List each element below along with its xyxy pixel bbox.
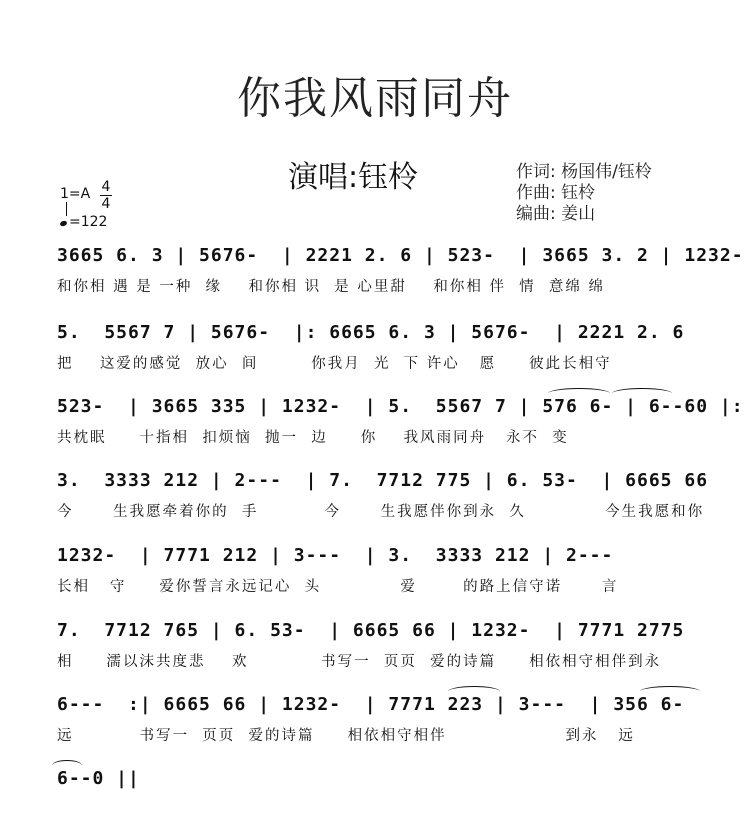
notation-line: 6--- :| 6665 66 | 1232- | 7771 223 | 3--- | 356 6- [57,694,685,715]
quarter-note-icon [59,220,67,227]
lyric-line: 远 书写一 页页 爱的诗篇 相依相守相伴 到永 远 [57,728,635,744]
key-label: 1=A [60,186,91,202]
notation-line: 6--0 || [57,768,140,789]
tie-arc [448,686,500,697]
tempo-marking [60,214,107,230]
tempo-value: =122 [69,214,108,230]
lyric-line: 长相 守 爱你誓言永远记心 头 爱 的路上信守诺 言 [57,579,619,595]
score-system-4 [0,470,750,540]
notation-line: 5. 5567 7 | 5676- |: 6665 6. 3 | 5676- | 2221 2. 6 [57,322,685,343]
credits-block [516,162,652,225]
tie-arc [52,760,82,771]
lyric-line: 和你相 遇 是 一种 缘 和你相 识 是 心里甜 和你相 伴 情 意绵 绵 [57,279,606,295]
score-system-5 [0,545,750,615]
score-system-1 [0,245,750,315]
notation-line: 3. 3333 212 | 2--- | 7. 7712 775 | 6. 53- | 6665 66 [57,470,709,491]
lyric-line: 共枕眠 十指相 扣烦恼 抛一 边 你 我风雨同舟 永不 变 [57,430,569,446]
notation-line: 3665 6. 3 | 5676- | 2221 2. 6 | 523- | 3665 3. 2 | 1232- [57,245,744,266]
score-system-6 [0,620,750,690]
arranger-credit: 编曲: 姜山 [516,204,596,224]
time-signature-top: 4 [101,179,111,195]
score-system-3 [0,396,750,466]
singer-label: 演唱:钰柃 [288,160,419,195]
composer-credit: 作曲: 钰柃 [516,183,596,203]
lyric-line: 相 濡以沫共度悲 欢 书写一 页页 爱的诗篇 相依相守相伴到永 [57,654,662,670]
notation-line: 1232- | 7771 212 | 3--- | 3. 3333 212 | 2--- [57,545,614,566]
score-system-7 [0,694,750,764]
lyric-line: 今 生我愿牵着你的 手 今 生我愿伴你到永 久 今生我愿和你 [57,504,705,520]
tie-arc [640,686,700,697]
notation-line: 523- | 3665 335 | 1232- | 5. 5567 7 | 576 6- | 6--60 |: [57,396,744,417]
lyric-line: 把 这爱的感觉 放心 间 你我月 光 下 许心 愿 彼此长相守 [57,356,612,372]
notation-line: 7. 7712 765 | 6. 53- | 6665 66 | 1232- | 7771 2775 [57,620,685,641]
time-signature [100,180,112,211]
score-system-2 [0,322,750,392]
song-title: 你我风雨同舟 [237,73,513,124]
key-signature [60,179,111,212]
score-system-8 [0,768,750,838]
time-signature-bottom: 4 [101,196,111,212]
tie-arc [612,388,672,399]
lyricist-credit: 作词: 杨国伟/钰柃 [516,162,652,182]
tie-arc [548,388,610,399]
